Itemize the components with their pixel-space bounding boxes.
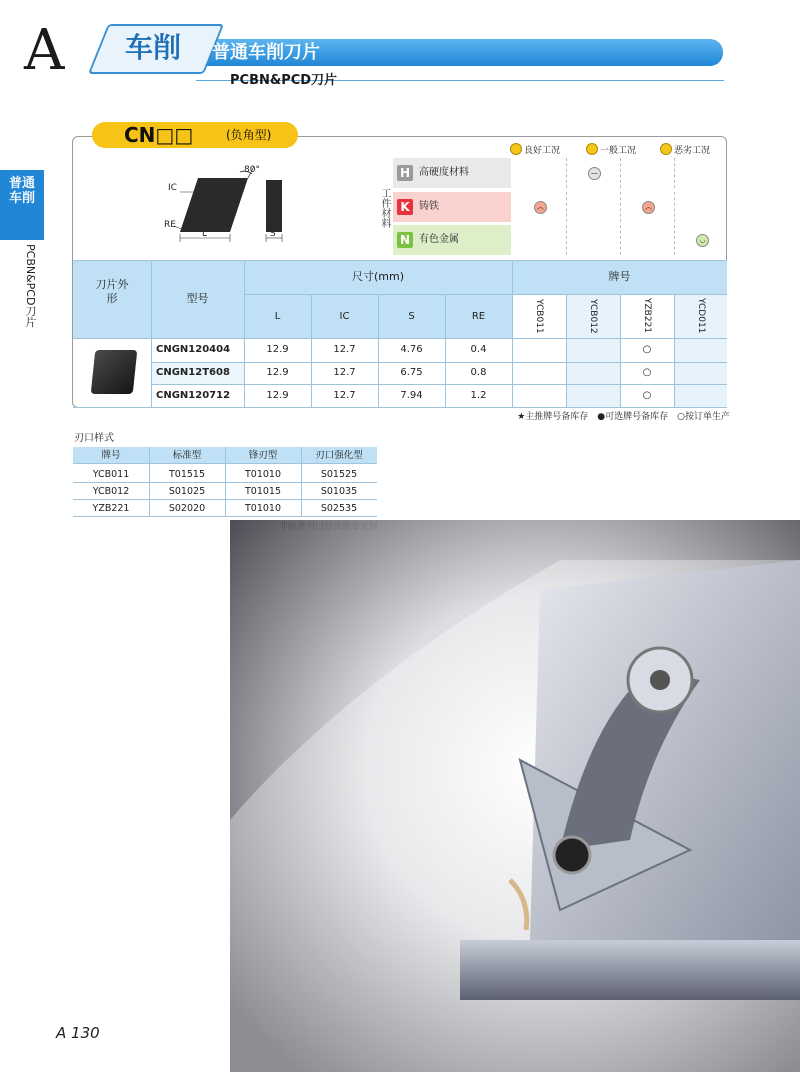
side-tab-subtitle: PCBN&PCD刀片 <box>24 244 37 328</box>
condition-bad: 恶劣工况 <box>660 143 710 157</box>
grid-line <box>566 294 567 408</box>
grade-col-ycb011: YCB011 <box>534 298 544 334</box>
row-re: 0.4 <box>470 344 487 355</box>
grid-line <box>151 362 727 363</box>
grid-line <box>301 447 302 517</box>
section-title: 车削 <box>124 31 181 64</box>
row-grade-mark <box>674 338 727 362</box>
row-s: 7.94 <box>400 390 423 401</box>
edge-cell: YZB221 <box>73 500 149 517</box>
row-ic: 12.7 <box>333 390 356 401</box>
grid-line <box>149 447 150 517</box>
grid-line <box>73 407 727 408</box>
page-number: A 130 <box>56 1024 100 1042</box>
grid-line <box>674 158 676 188</box>
edge-cell: YCB011 <box>73 466 149 483</box>
material-grade-cells <box>512 192 726 222</box>
insert-top-view-shape <box>180 178 248 232</box>
row-s: 6.75 <box>400 367 423 378</box>
grid-line <box>620 225 622 255</box>
section-letter: A <box>24 18 65 83</box>
table-row <box>151 384 727 408</box>
row-grade-mark <box>566 384 620 408</box>
grid-line <box>378 294 379 408</box>
smile-face-icon <box>510 143 522 155</box>
stock-legend: ★主推牌号备库存 ●可选牌号备库存 ○按订单生产 <box>517 412 730 422</box>
grid-line <box>151 384 727 385</box>
grid-line <box>674 225 676 255</box>
grid-line <box>566 225 568 255</box>
row-l: 12.9 <box>266 390 289 401</box>
general-condition-face-icon: — <box>588 167 601 180</box>
grid-line <box>674 192 676 222</box>
insert-screw-icon <box>554 837 590 873</box>
l-label: L <box>202 229 208 239</box>
grid-line <box>311 294 312 408</box>
dim-col-l: L <box>274 311 281 322</box>
grid-line <box>620 192 622 222</box>
edge-cell: T01010 <box>225 466 301 483</box>
edge-cell: T01010 <box>225 500 301 517</box>
row-grade-mark <box>512 362 566 384</box>
page-subtitle: PCBN&PCD刀片 <box>230 73 338 88</box>
material-name: 铸铁 <box>419 201 439 212</box>
row-grade-mark: ○ <box>642 390 652 401</box>
grid-line <box>73 260 727 261</box>
model-header: 型号 <box>186 292 209 305</box>
side-tab-label: 普通车削 <box>8 176 35 206</box>
edge-style-table <box>73 447 377 519</box>
grid-line <box>620 158 622 188</box>
row-grade-mark <box>566 338 620 362</box>
dim-col-ic: IC <box>339 311 350 322</box>
row-model: CNGN12T608 <box>156 367 230 378</box>
material-grade-cells <box>512 158 726 188</box>
grid-line <box>566 158 568 188</box>
neutral-face-icon <box>586 143 598 155</box>
tool-photo <box>230 520 800 1072</box>
grid-line <box>566 192 568 222</box>
spec-table <box>73 260 727 408</box>
s-label: S <box>270 229 276 239</box>
row-grade-mark: ○ <box>642 344 652 355</box>
insert-image <box>91 350 138 394</box>
dimensions-header: 尺寸(mm) <box>351 270 404 283</box>
edge-cell: S02020 <box>149 500 225 517</box>
bad-condition-face-icon: ︵ <box>534 201 547 214</box>
edge-cell: T01515 <box>149 466 225 483</box>
insert-diagram <box>150 160 370 250</box>
grid-line <box>512 260 513 408</box>
workpiece-bar-shape <box>460 940 800 1000</box>
material-badge-k: K <box>397 199 413 215</box>
row-l: 12.9 <box>266 344 289 355</box>
edge-header: 牌号 <box>73 447 149 464</box>
page-title: 普通车削刀片 <box>212 42 320 63</box>
bad-condition-face-icon: ︵ <box>642 201 655 214</box>
dim-col-s: S <box>408 311 415 322</box>
grid-line <box>620 294 621 408</box>
material-badge-n: N <box>397 232 413 248</box>
material-row-h <box>393 158 511 188</box>
grade-col-yzb221: YZB221 <box>642 298 652 334</box>
edge-header: 锋刃型 <box>225 447 301 464</box>
row-re: 1.2 <box>470 390 487 401</box>
edge-style-title: 刃口样式 <box>74 433 114 444</box>
row-ic: 12.7 <box>333 344 356 355</box>
good-condition-face-icon: ◡ <box>696 234 709 247</box>
product-type-note: (负角型) <box>226 128 272 142</box>
insert-side-view-shape <box>266 180 282 232</box>
grade-col-header <box>566 294 620 338</box>
material-grade-cells <box>512 225 726 255</box>
grade-header: 牌号 <box>608 270 631 283</box>
grade-col-ycd011: YCD011 <box>696 298 706 334</box>
material-row-k <box>393 192 511 222</box>
grid-line <box>445 294 446 408</box>
condition-good: 良好工况 <box>510 143 560 157</box>
grid-line <box>244 294 727 295</box>
edge-cell: T01015 <box>225 483 301 500</box>
edge-cell: S01035 <box>301 483 377 500</box>
shape-header: 刀片外形 <box>95 278 129 305</box>
angle-label: 80° <box>244 165 260 175</box>
condition-general: 一般工况 <box>586 143 636 157</box>
row-s: 4.76 <box>400 344 423 355</box>
product-code: CN□□ <box>124 123 194 147</box>
row-grade-mark: ○ <box>642 367 652 378</box>
edge-header: 标准型 <box>149 447 225 464</box>
material-row-n <box>393 225 511 255</box>
re-label: RE <box>164 220 176 230</box>
grade-col-header <box>620 294 674 338</box>
edge-cell: S01525 <box>301 466 377 483</box>
row-grade-mark <box>566 362 620 384</box>
grade-col-header <box>512 294 566 338</box>
grade-col-header <box>674 294 727 338</box>
row-ic: 12.7 <box>333 367 356 378</box>
material-group-label: 工件材料 <box>379 188 390 228</box>
grid-line <box>244 260 245 408</box>
edge-cell: S01025 <box>149 483 225 500</box>
ic-label: IC <box>168 183 177 193</box>
grid-line <box>73 338 727 339</box>
edge-cell: YCB012 <box>73 483 149 500</box>
row-grade-mark <box>512 338 566 362</box>
row-grade-mark <box>512 384 566 408</box>
grid-line <box>151 260 152 408</box>
grid-line <box>225 447 226 517</box>
material-name: 有色金属 <box>419 234 459 245</box>
sad-face-icon <box>660 143 672 155</box>
material-badge-h: H <box>397 165 413 181</box>
row-model: CNGN120404 <box>156 344 231 355</box>
grid-line <box>674 294 675 408</box>
edge-header: 刃口强化型 <box>301 447 377 464</box>
table-row <box>151 362 727 384</box>
table-row <box>151 338 727 362</box>
row-model: CNGN120712 <box>156 390 231 401</box>
material-name: 高硬度材料 <box>419 167 469 178</box>
edge-cell: S02535 <box>301 500 377 517</box>
dim-col-re: RE <box>471 311 486 322</box>
row-re: 0.8 <box>470 367 487 378</box>
row-grade-mark <box>674 384 727 408</box>
grade-col-ycb012: YCB012 <box>588 298 598 334</box>
row-l: 12.9 <box>266 367 289 378</box>
row-grade-mark <box>674 362 727 384</box>
